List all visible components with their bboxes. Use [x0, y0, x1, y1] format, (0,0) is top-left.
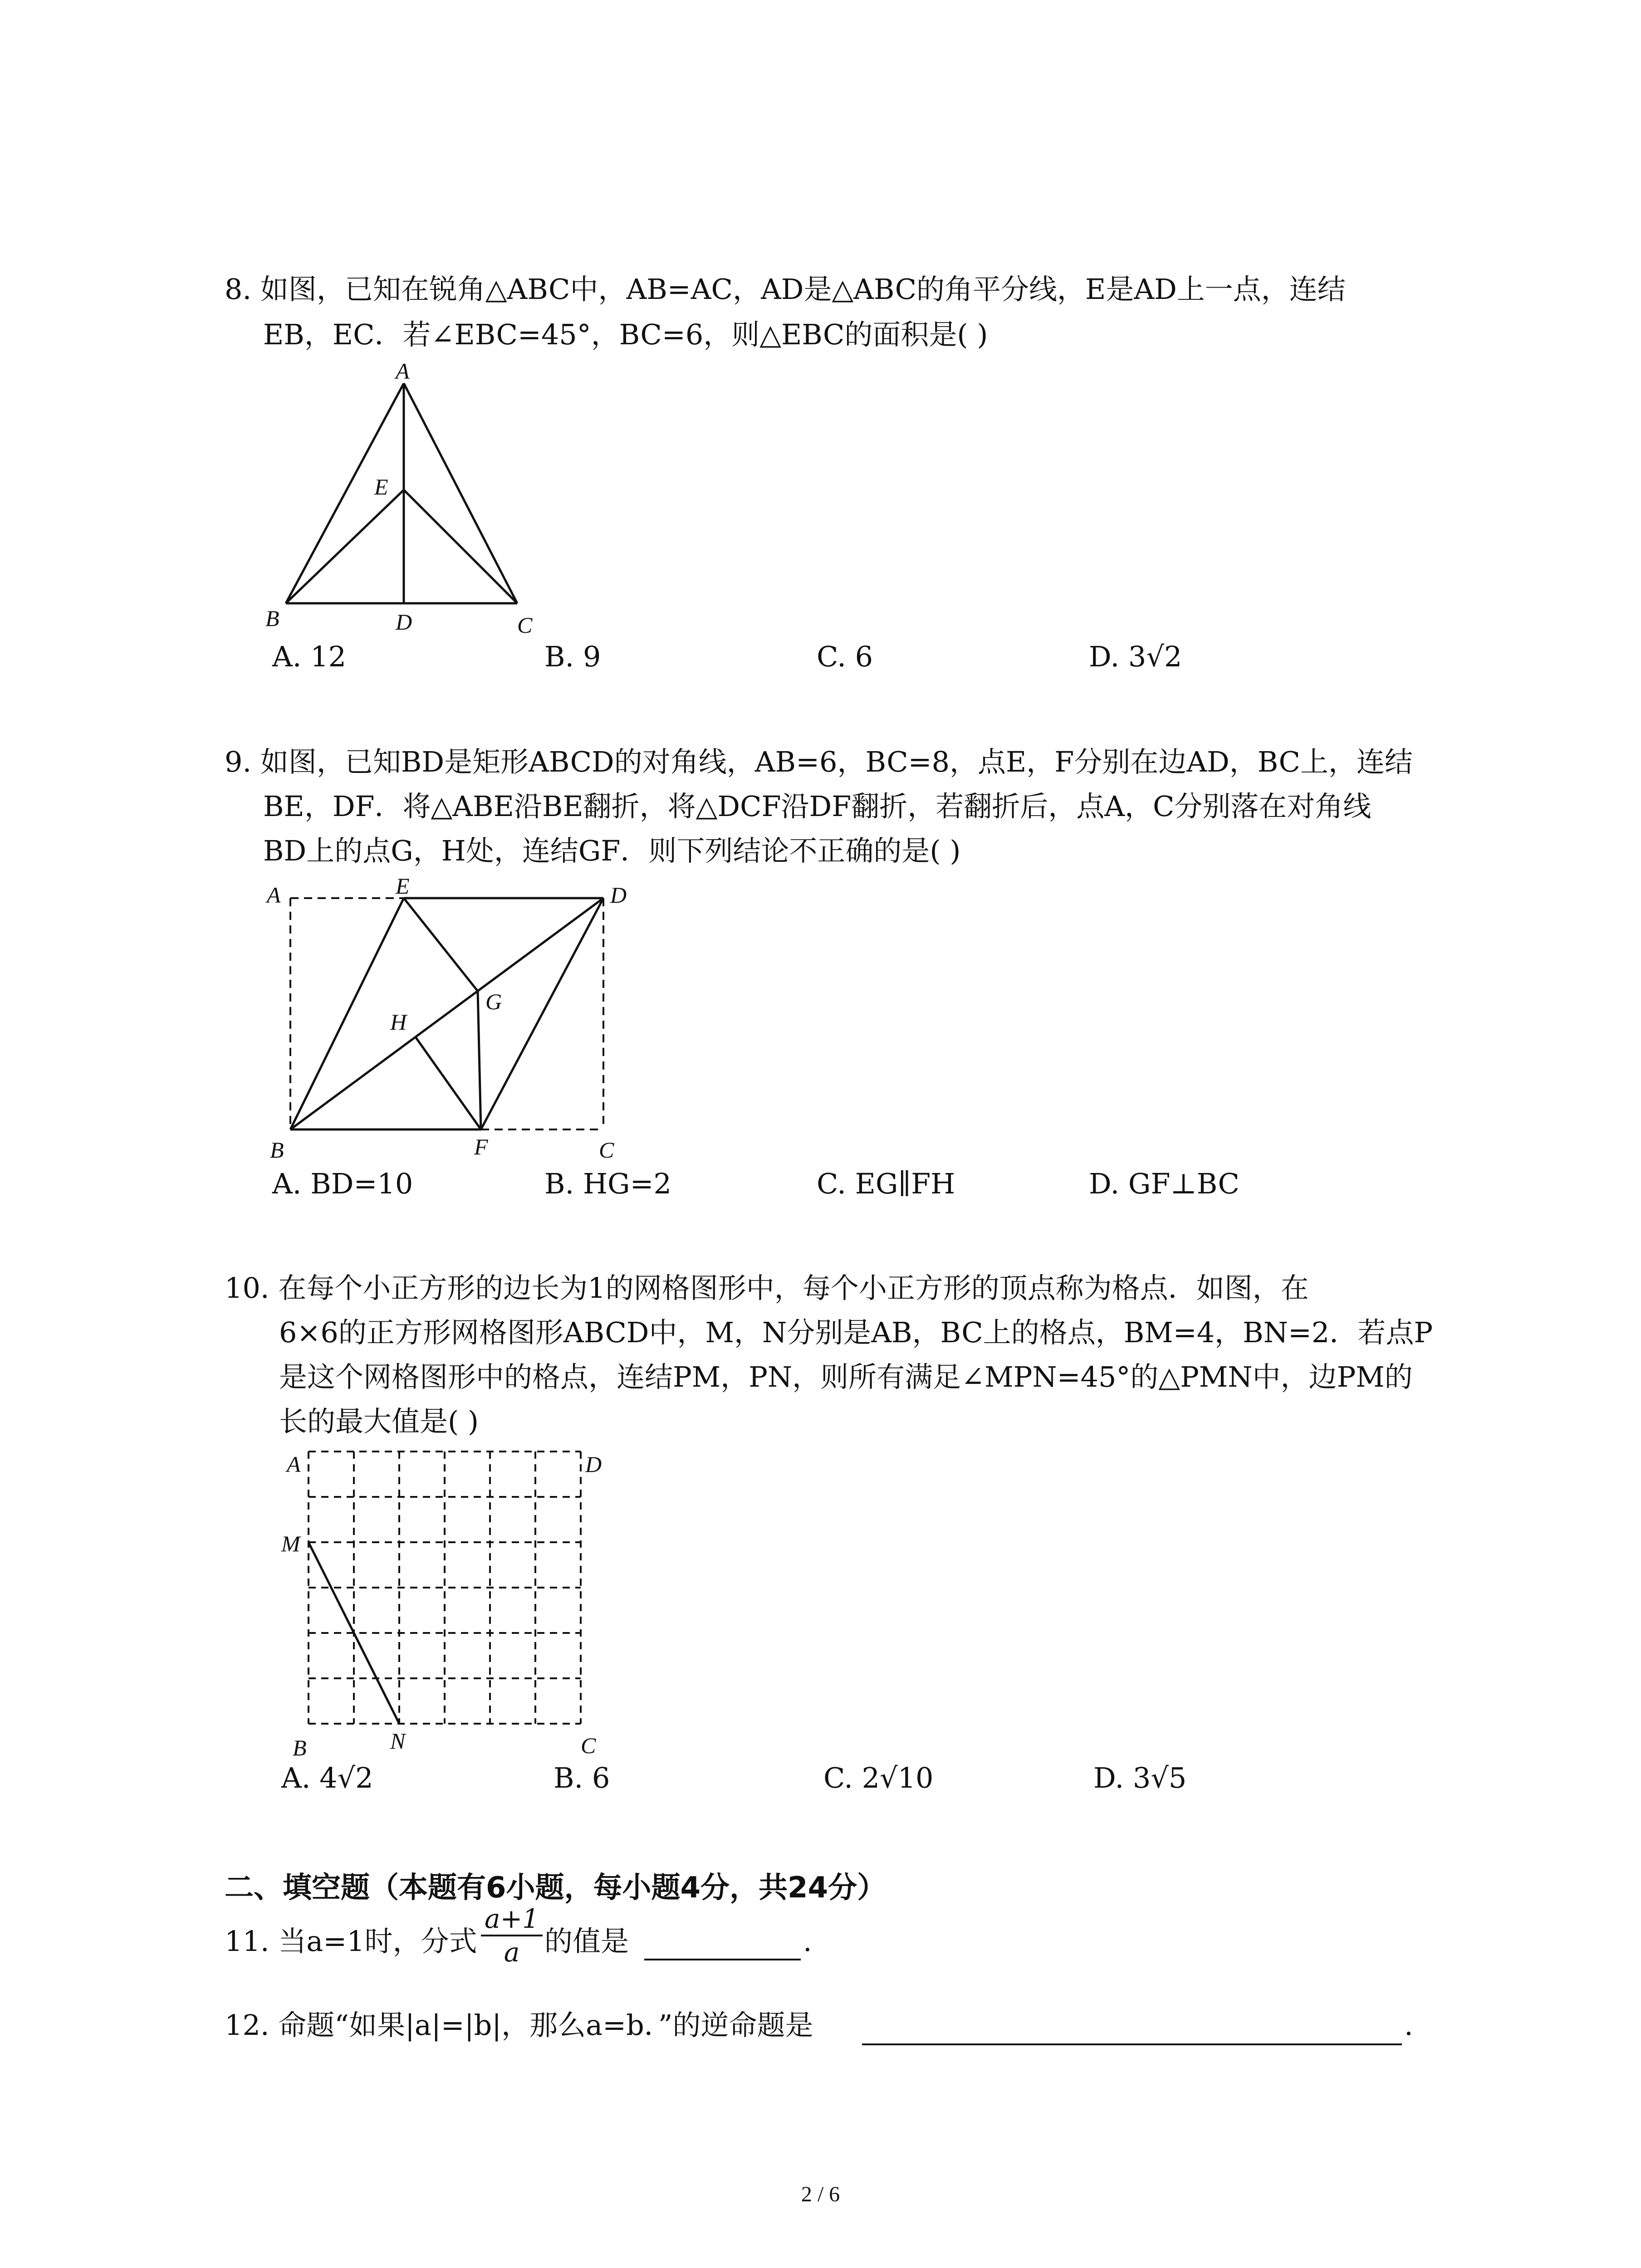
q10-label-M: M [281, 1531, 300, 1556]
q8-label-A: A [396, 358, 410, 384]
q9-label-G: G [485, 989, 502, 1014]
page-number: 2 / 6 [801, 2182, 840, 2206]
q8-option-c[interactable]: C. 6 [817, 640, 873, 673]
q9-text-line1: 9. 如图，已知BD是矩形ABCD的对角线，AB=6，BC=8，点E，F分别在边AD，BC上，连结 [225, 745, 1413, 778]
q10-grid-lines [309, 1452, 581, 1724]
q8-option-b[interactable]: B. 9 [544, 640, 601, 673]
q10-option-c[interactable]: C. 2√10 [823, 1761, 934, 1794]
q8-label-D: D [396, 609, 412, 635]
q10-grid-figure [272, 1438, 626, 1783]
q10-label-D: D [585, 1452, 602, 1477]
q8-triangle-figure [254, 358, 572, 649]
q9-rectangle-figure [254, 871, 635, 1179]
q8-label-E: E [374, 474, 388, 499]
q11-prefix: 11. 当a=1时，分式 [225, 1925, 477, 1958]
q12-end: . [1404, 2009, 1413, 2042]
q9-label-H: H [390, 1009, 407, 1035]
q8-label-C: C [517, 612, 533, 638]
q9-label-F: F [474, 1134, 488, 1159]
q11-fraction [481, 1903, 543, 1968]
q9-label-B: B [270, 1137, 284, 1163]
q11-numerator: a+1 [481, 1903, 543, 1936]
q9-label-A: A [267, 882, 281, 908]
q9-label-E: E [396, 873, 410, 899]
q9-option-d[interactable]: D. GF⊥BC [1089, 1167, 1239, 1200]
q8-option-a[interactable]: A. 12 [272, 640, 347, 673]
q9-text-line3: BD上的点G，H处，连结GF．则下列结论不正确的是( ) [263, 834, 961, 867]
q12-answer-blank[interactable] [862, 2043, 1402, 2045]
q10-option-d[interactable]: D. 3√5 [1093, 1761, 1187, 1794]
q10-label-C: C [581, 1733, 596, 1758]
q10-label-N: N [390, 1728, 406, 1754]
q10-label-A: A [287, 1452, 301, 1477]
q8-text-line2: EB，EC．若∠EBC=45°，BC=6，则△EBC的面积是( ) [263, 318, 988, 351]
q9-label-C: C [599, 1137, 614, 1163]
q11-denominator: a [504, 1937, 520, 1968]
q11-answer-blank[interactable] [644, 1959, 801, 1960]
q12-text: 12. 命题“如果|a|=|b|，那么a=b．”的逆命题是 [225, 2009, 813, 2042]
q8-text-line1: 8. 如图，已知在锐角△ABC中，AB=AC，AD是△ABC的角平分线，E是AD上一点，连结 [225, 273, 1346, 306]
section2-heading: 二、填空题（本题有6小题，每小题4分，共24分） [225, 1871, 887, 1905]
q10-text-line2: 6×6的正方形网格图形ABCD中，M，N分别是AB，BC上的格点，BM=4，BN=2．若点P [279, 1316, 1433, 1349]
q11-suffix: 的值是 [544, 1925, 629, 1958]
q10-label-B: B [293, 1735, 307, 1760]
q10-option-a[interactable]: A. 4√2 [281, 1761, 373, 1794]
q9-label-D: D [610, 882, 627, 908]
q10-text-line1: 10. 在每个小正方形的边长为1的网格图形中，每个小正方形的顶点称为格点．如图，在 [225, 1271, 1309, 1305]
q10-text-line3: 是这个网格图形中的格点，连结PM，PN，则所有满足∠MPN=45°的△PMN中，边PM的 [279, 1360, 1413, 1393]
q11-end: . [803, 1925, 812, 1958]
q9-text-line2: BE，DF．将△ABE沿BE翻折，将△DCF沿DF翻折，若翻折后，点A，C分别落在对角线 [263, 790, 1372, 823]
q8-label-B: B [265, 606, 279, 631]
q9-option-b[interactable]: B. HG=2 [544, 1167, 671, 1200]
q9-option-a[interactable]: A. BD=10 [272, 1167, 413, 1200]
q9-option-c[interactable]: C. EG∥FH [817, 1167, 955, 1200]
q10-text-line4: 长的最大值是( ) [279, 1405, 479, 1438]
q10-option-b[interactable]: B. 6 [554, 1761, 610, 1794]
q8-option-d[interactable]: D. 3√2 [1089, 640, 1182, 673]
